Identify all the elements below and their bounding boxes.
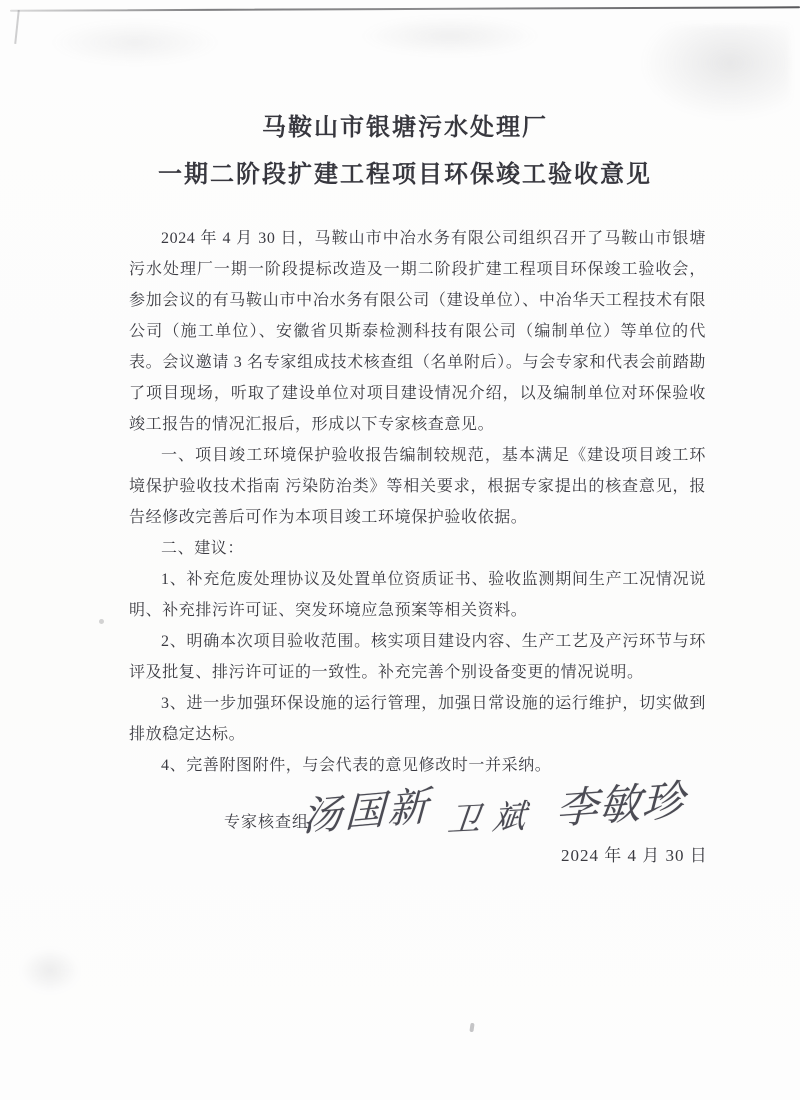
handwritten-signature-3: 李敏珍	[555, 778, 686, 834]
signature-date: 2024 年 4 月 30 日	[561, 846, 708, 865]
document-title-line-1: 马鞍山市银塘污水处理厂	[262, 115, 548, 141]
paragraph-suggestion-2: 2、明确本次项目验收范围。核实项目建设内容、生产工艺及产污环节与环评及批复、排污许可证的一致性。补充完善个别设备变更的情况说明。	[129, 633, 706, 681]
paragraph-intro: 2024 年 4 月 30 日，马鞍山市中冶水务有限公司组织召开了马鞍山市银塘污水处理厂一期一阶段提标改造及一期二阶段扩建工程项目环保竣工验收会，参加会议的有马鞍山市中冶水务有限公司（建设单位）、中冶华天工程技术有限公司（施工单位）、安徽省贝斯泰检测科技有限公司（编制单位）等单位的代表。会议邀请 3 名专家组成技术核查组（名单附后）。与会专家和代表会前踏勘了项目现场，听取了建设单位对项目建设情况介绍，以及编制单位对环保验收竣工报告的情况汇报后，形成以下专家核查意见。	[129, 230, 706, 433]
scan-smudge	[50, 20, 220, 65]
paragraph-suggestion-4: 4、完善附图附件，与会代表的意见修改时一并采纳。	[161, 757, 552, 774]
document-title-line-2: 一期二阶段扩建工程项目环保竣工验收意见	[158, 162, 652, 188]
paragraph-suggestion-3: 3、进一步加强环保设施的运行管理，加强日常设施的运行维护，切实做到排放稳定达标。	[129, 695, 706, 743]
document-body	[129, 223, 706, 781]
scan-smudge	[20, 948, 80, 993]
paragraph-opinion-1: 一、项目竣工环境保护验收报告编制较规范，基本满足《建设项目竣工环境保护验收技术指南 污染防治类》等相关要求，根据专家提出的核查意见，报告经修改完善后可作为本项目竣工环境保护验收依据。	[129, 447, 706, 526]
scan-speck	[469, 1023, 474, 1032]
paragraph-suggestion-1: 1、补充危废处理协议及处置单位资质证书、验收监测期间生产工况情况说明、补充排污许可证、突发环境应急预案等相关资料。	[129, 571, 706, 619]
scan-speck	[99, 619, 104, 624]
scan-smudge	[360, 16, 540, 56]
scan-edge-line	[10, 6, 800, 11]
handwritten-signature-1: 汤国新	[301, 783, 432, 840]
document-title	[0, 105, 800, 199]
handwritten-signature-2: 卫斌	[445, 798, 540, 840]
expert-group-label: 专家核查组	[224, 814, 310, 831]
paragraph-section-2-heading: 二、建议：	[161, 540, 245, 557]
scan-tick-mark	[14, 10, 20, 44]
